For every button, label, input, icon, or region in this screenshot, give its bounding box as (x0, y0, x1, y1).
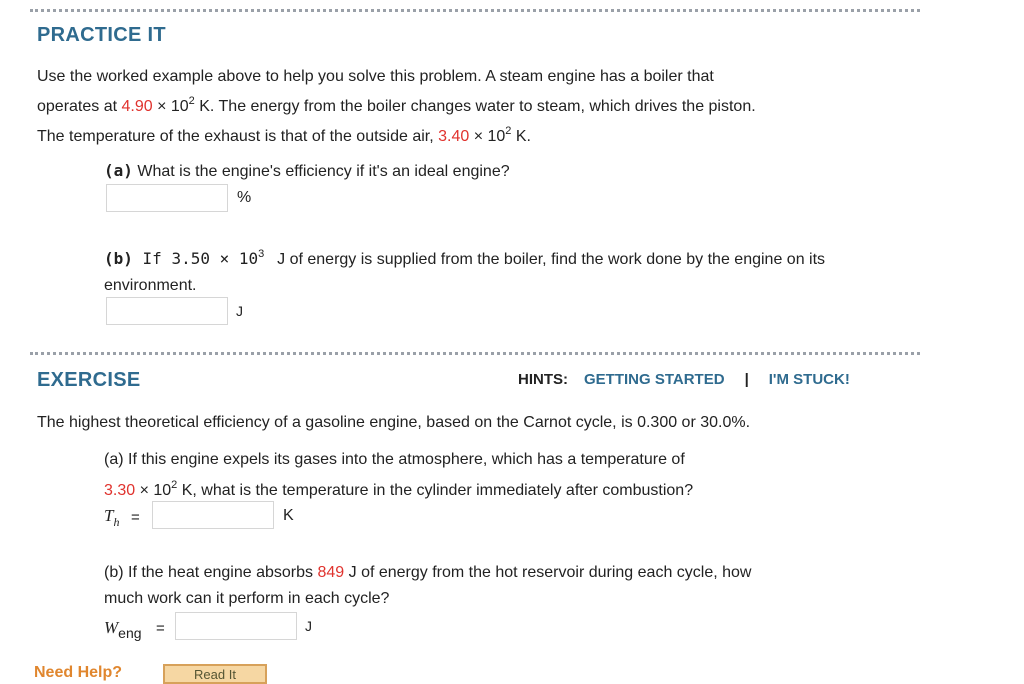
practice-intro (37, 62, 917, 152)
boiler-temperature: 4.90 (121, 98, 153, 115)
atmosphere-temperature: 3.30 (104, 482, 136, 499)
hints-label: HINTS: (518, 371, 568, 388)
equals-sign: = (131, 509, 140, 526)
efficiency-input[interactable] (106, 184, 228, 212)
practice-title: PRACTICE IT (37, 24, 166, 46)
hot-temp-variable: $T_h$ (104, 506, 120, 529)
absorbed-energy: 849 (317, 564, 345, 581)
efficiency-unit: % (237, 189, 252, 206)
getting-started-link[interactable]: GETTING STARTED (584, 371, 725, 388)
intro-line-3: The temperature of the exhaust is that of the outside air, $3.40 \times 10^2$ K. (37, 125, 531, 145)
work-unit: J (236, 303, 243, 319)
exercise-part-b-question: (b) If the heat engine absorbs 849 J of energy from the hot reservoir during each cycle, how much work can it perform in each cycle? (104, 564, 752, 607)
exercise-intro: The highest theoretical efficiency of a gasoline engine, based on the Carnot cycle, is 0.300 or 30.0%. (37, 414, 751, 431)
read-it-button[interactable]: Read It (163, 664, 267, 684)
intro-line-2: operates at $4.90 \times 10^2$ K. The energy from the boiler changes water to steam, which drives the piston. (37, 95, 756, 115)
equals-sign: = (156, 620, 165, 637)
exercise-title: EXERCISE (37, 369, 141, 391)
engine-work-unit: J (305, 618, 312, 634)
exercise-part-a-question: (a) If this engine expels its gases into the atmosphere, which has a temperature of $3.30 \times 10^2$ K, what is the temperature in the cylinder immediately after combustion? (104, 451, 694, 499)
section-divider (30, 9, 920, 12)
practice-part-a-question: (a) What is the engine's efficiency if it's an ideal engine? (104, 161, 510, 180)
engine-work-input[interactable] (175, 612, 297, 640)
work-input[interactable] (106, 297, 228, 325)
practice-part-b-question: (b) If $3.50 \times 10^3$ J of energy is supplied from the boiler, find the work done by the engine on its environment. (104, 248, 826, 294)
section-divider (30, 352, 920, 355)
hints-bar (518, 371, 850, 388)
intro-line-1: Use the worked example above to help you solve this problem. A steam engine has a boiler that (37, 68, 714, 85)
hints-separator: | (744, 371, 749, 388)
exhaust-temperature: 3.40 (438, 128, 470, 145)
need-help-label: Need Help? (34, 664, 123, 681)
hot-temperature-input[interactable] (152, 501, 274, 529)
im-stuck-link[interactable]: I'M STUCK! (768, 371, 850, 388)
temperature-unit: K (283, 507, 294, 524)
work-engine-variable: $W_{eng}$ (104, 618, 142, 641)
